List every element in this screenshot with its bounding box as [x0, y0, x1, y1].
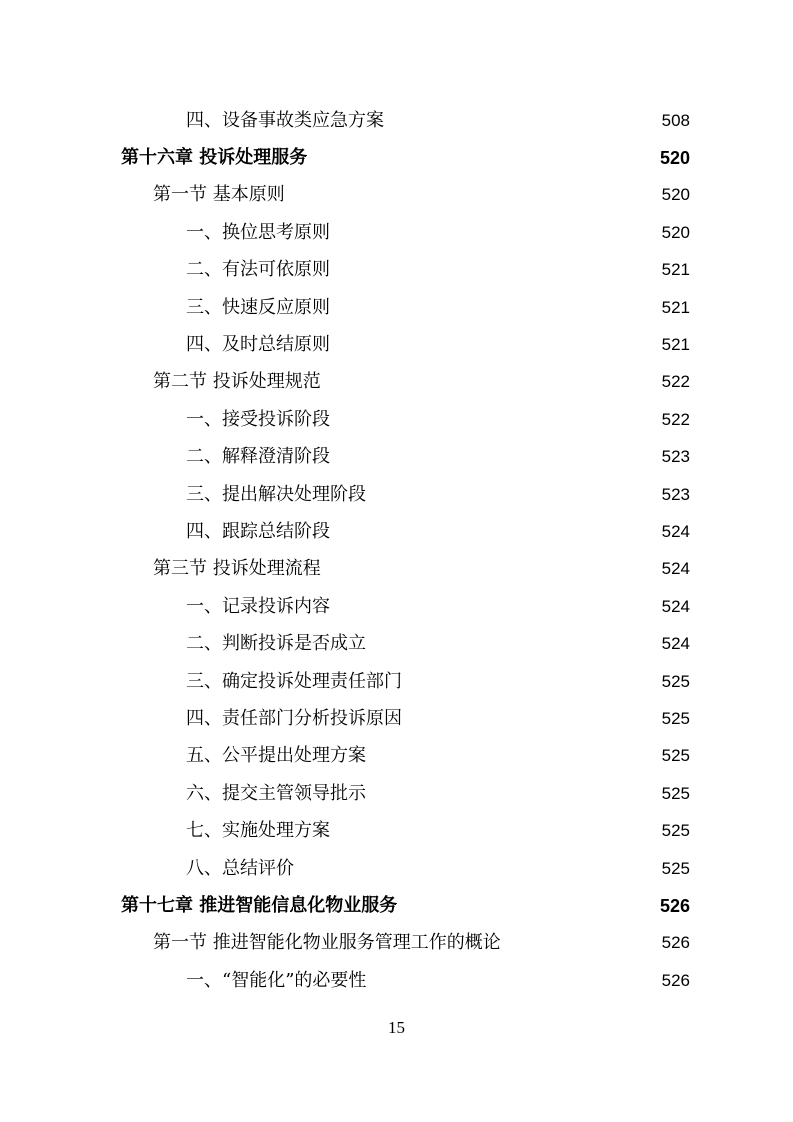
dot-leader — [332, 334, 653, 356]
toc-entry-label: 三、确定投诉处理责任部门 — [186, 670, 402, 692]
toc-entry-label: 八、总结评价 — [186, 857, 294, 879]
toc-entry-label: 四、设备事故类应急方案 — [186, 109, 384, 131]
dot-leader — [404, 708, 653, 730]
toc-entry-item[interactable] — [0, 289, 793, 326]
toc-entry-item[interactable] — [0, 588, 793, 625]
toc-entry-label: 三、快速反应原则 — [186, 296, 330, 318]
toc-entry-page-number: 524 — [661, 596, 690, 616]
dot-leader — [332, 222, 653, 244]
toc-entry-item[interactable] — [0, 663, 793, 700]
toc-entry-item[interactable] — [0, 252, 793, 289]
toc-entry-label: 七、实施处理方案 — [186, 820, 330, 842]
toc-entry-item[interactable] — [0, 962, 793, 999]
toc-entry-page-number: 521 — [661, 297, 690, 317]
toc-entry-section[interactable] — [0, 177, 793, 214]
toc-entry-label: 三、提出解决处理阶段 — [186, 483, 366, 505]
dot-leader — [399, 895, 653, 917]
toc-entry-item[interactable] — [0, 102, 793, 139]
toc-entry-label: 一、接受投诉阶段 — [186, 408, 330, 430]
toc-entry-page-number: 526 — [659, 895, 690, 916]
toc-entry-page-number: 526 — [661, 970, 690, 990]
toc-entry-label: 五、公平提出处理方案 — [186, 745, 366, 767]
toc-entry-page-number: 525 — [661, 746, 690, 766]
toc-entry-label: 一、“智能化”的必要性 — [186, 969, 367, 991]
dot-leader — [332, 259, 653, 281]
toc-entry-page-number: 522 — [661, 409, 690, 429]
dot-leader — [309, 147, 653, 169]
dot-leader — [332, 297, 653, 319]
dot-leader — [332, 446, 653, 468]
dot-leader — [368, 745, 653, 767]
dot-leader — [368, 484, 653, 506]
toc-entry-label: 第十六章 投诉处理服务 — [121, 147, 308, 169]
toc-entry-page-number: 525 — [661, 821, 690, 841]
toc-entry-page-number: 526 — [661, 933, 690, 953]
toc-entry-item[interactable] — [0, 812, 793, 849]
toc-entry-item[interactable] — [0, 401, 793, 438]
toc-entry-label: 二、有法可依原则 — [186, 259, 330, 281]
toc-entry-page-number: 508 — [661, 110, 690, 130]
toc-entry-label: 四、责任部门分析投诉原因 — [186, 707, 402, 729]
toc-entry-page-number: 521 — [661, 335, 690, 355]
toc-entry-item[interactable] — [0, 850, 793, 887]
dot-leader — [503, 932, 653, 954]
toc-entry-item[interactable] — [0, 439, 793, 476]
dot-leader — [368, 633, 653, 655]
toc-entry-page-number: 520 — [661, 185, 690, 205]
toc-entry-label: 四、及时总结原则 — [186, 334, 330, 356]
dot-leader — [386, 110, 653, 132]
toc-entry-label: 第二节 投诉处理规范 — [153, 371, 321, 393]
toc-entry-page-number: 525 — [661, 708, 690, 728]
toc-entry-page-number: 525 — [661, 671, 690, 691]
toc-entry-page-number: 524 — [661, 559, 690, 579]
toc-entry-label: 二、判断投诉是否成立 — [186, 633, 366, 655]
toc-entry-page-number: 524 — [661, 521, 690, 541]
toc-entry-section[interactable] — [0, 364, 793, 401]
toc-entry-item[interactable] — [0, 214, 793, 251]
toc-entry-page-number: 520 — [659, 148, 690, 169]
dot-leader — [368, 783, 653, 805]
dot-leader — [332, 409, 653, 431]
toc-entry-label: 第十七章 推进智能信息化物业服务 — [121, 894, 398, 916]
dot-leader — [368, 970, 653, 992]
toc-entry-label: 第三节 投诉处理流程 — [153, 558, 321, 580]
toc-entry-chapter[interactable] — [0, 887, 793, 924]
dot-leader — [332, 521, 653, 543]
toc-entry-label: 四、跟踪总结阶段 — [186, 520, 330, 542]
toc-entry-section[interactable] — [0, 551, 793, 588]
toc-entry-label: 二、解释澄清阶段 — [186, 446, 330, 468]
toc-entry-label: 一、换位思考原则 — [186, 221, 330, 243]
dot-leader — [332, 820, 653, 842]
toc-entry-item[interactable] — [0, 625, 793, 662]
toc-entry-label: 一、记录投诉内容 — [186, 595, 330, 617]
dot-leader — [332, 596, 653, 618]
toc-entry-item[interactable] — [0, 738, 793, 775]
table-of-contents — [0, 102, 793, 999]
dot-leader — [287, 184, 653, 206]
toc-entry-page-number: 522 — [661, 372, 690, 392]
page-number: 15 — [388, 1018, 405, 1037]
toc-entry-item[interactable] — [0, 476, 793, 513]
toc-entry-page-number: 523 — [661, 447, 690, 467]
toc-entry-page-number: 525 — [661, 858, 690, 878]
toc-entry-page-number: 524 — [661, 634, 690, 654]
toc-entry-label: 第一节 推进智能化物业服务管理工作的概论 — [153, 932, 501, 954]
toc-entry-label: 六、提交主管领导批示 — [186, 782, 366, 804]
toc-entry-item[interactable] — [0, 326, 793, 363]
toc-entry-page-number: 523 — [661, 484, 690, 504]
toc-entry-item[interactable] — [0, 700, 793, 737]
toc-entry-chapter[interactable] — [0, 139, 793, 176]
dot-leader — [404, 671, 653, 693]
dot-leader — [296, 858, 653, 880]
toc-entry-page-number: 520 — [661, 222, 690, 242]
toc-entry-page-number: 521 — [661, 260, 690, 280]
toc-entry-page-number: 525 — [661, 783, 690, 803]
toc-entry-item[interactable] — [0, 775, 793, 812]
toc-entry-item[interactable] — [0, 513, 793, 550]
dot-leader — [323, 371, 653, 393]
dot-leader — [323, 558, 653, 580]
toc-entry-label: 第一节 基本原则 — [153, 184, 285, 206]
toc-entry-section[interactable] — [0, 925, 793, 962]
